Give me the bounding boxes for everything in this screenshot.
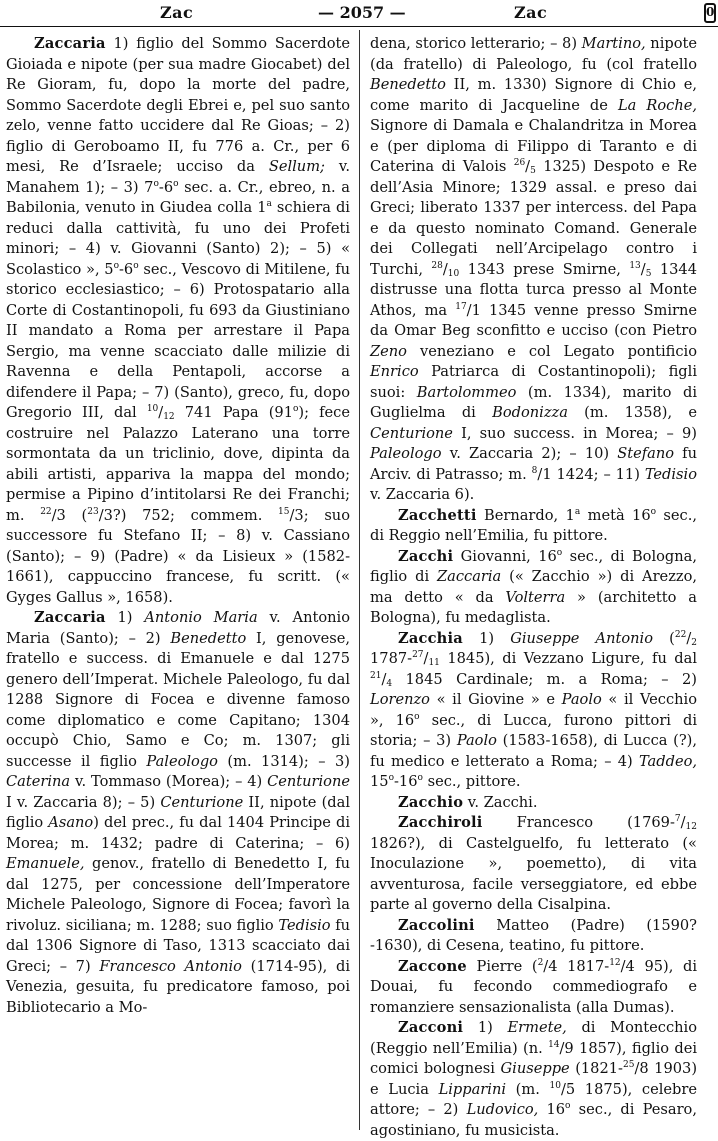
text-run: 1) figlio del Sommo Sacerdote Gioiada e nipote (per sua madre Giocabet) del Re Gioram, fu, dopo la morte del padre, Sommo Sacerdote degli Ebrei e, pel suo santo zelo, venne fatto uccidere dal Re Gioas; – 2) figlio di Geroboamo II, fu 776 a. Cr., per 6 mesi, Re d’Israele; ucciso da: [6, 35, 350, 175]
superscript: o: [173, 178, 179, 189]
text-run: 741 Papa (91: [174, 404, 293, 421]
superscript: o: [417, 773, 423, 783]
entry-zacchia: [370, 629, 697, 793]
italic-text: Lipparini: [438, 1080, 507, 1098]
subscript: 5: [645, 268, 652, 279]
superscript: o: [650, 506, 657, 517]
italic-text: Asano: [48, 814, 94, 831]
right-column: [370, 34, 698, 1139]
text-run: v. Zaccaria 6).: [370, 486, 475, 503]
text-run: (: [653, 629, 675, 647]
text-run: « il Vecchio », 16: [370, 691, 697, 729]
text-run: genov., fratello di Benedetto I, fu dal 1275, per concessione dell’Imperatore Michele Paleologo, Signore di Focea; favorì la rivoluz. siciliana; m. 1288; suo figlio: [6, 855, 350, 934]
italic-text: Benedetto: [170, 629, 247, 647]
text-run: Bernardo, 1: [476, 506, 575, 524]
entry-zacchio: [370, 793, 697, 814]
superscript: o: [414, 711, 420, 722]
text-run: II, m. 1330) Signore di Chio e, come marito di Jacqueline de: [370, 76, 697, 114]
superscript: o: [153, 178, 159, 189]
text-run: (1714-95), di Venezia, gesuita, fu predicatore famoso, poi Bibliotecario a Mo-: [6, 957, 350, 1016]
text-run: 1787-: [370, 650, 413, 667]
entry-zacchetti: [370, 506, 697, 547]
italic-text: Enrico: [370, 363, 419, 380]
text-run: ); fece costruire nel Palazzo Laterano una torre sormontata da un triclinio, dove, dipinta da abili artisti, appariva la mappa del mondo; permise a Pipino d’intitolarsi Re dei Franchi; m.: [6, 404, 350, 524]
headword: Zaccone: [398, 957, 467, 975]
italic-text: La Roche,: [617, 96, 697, 114]
headword: Zaccaria: [34, 609, 106, 626]
italic-text: Zaccaria: [437, 568, 502, 585]
headword: Zaccolini: [398, 916, 475, 934]
text-run: 1845 Cardinale; m. a Roma; – 2): [392, 670, 697, 688]
text-run: (m. 1358), e: [567, 404, 697, 421]
text-run: I, suo success. in Morea; – 9): [452, 424, 697, 442]
entry-zaccolini: [370, 916, 697, 957]
text-run: Signore di Damala e Chalandritza in Morea e (per diploma di Filippo di Taranto e di Caterina di Valois: [370, 117, 697, 175]
text-run: sec., di Lucca, furono pittori di storia; – 3): [370, 711, 698, 749]
page-header: [0, 0, 718, 27]
text-run: /: [525, 158, 531, 175]
italic-text: Antonio Maria: [144, 609, 258, 626]
text-run: /5 1875), celebre attore; – 2): [370, 1080, 697, 1118]
text-run: /4 1817-: [543, 957, 610, 975]
text-run: /8 1903) e Lucia: [370, 1060, 698, 1098]
text-run: -16: [394, 773, 418, 790]
text-run: /3?) 752; commem.: [98, 506, 279, 524]
text-run: (« Zacchio ») di Arezzo, ma detto « da: [370, 568, 697, 606]
italic-text: Ermete,: [507, 1019, 567, 1036]
entry-zacconi: [370, 1018, 697, 1141]
headword: Zacchio: [398, 793, 464, 811]
text-run: ) del prec., fu dal 1404 Principe di Morea; m. 1432; padre di Caterina; – 6): [6, 814, 350, 852]
italic-text: Lorenzo: [370, 691, 430, 708]
text-run: dena, storico letterario; – 8): [370, 35, 582, 52]
text-run: (m. 1314); – 3): [217, 752, 350, 770]
superscript: 28: [431, 260, 443, 271]
subscript: 2: [691, 637, 697, 648]
italic-text: Volterra: [505, 588, 566, 606]
text-run: II, nipote (dal figlio: [6, 793, 351, 831]
text-run: 1): [462, 629, 511, 647]
superscript: 8: [531, 465, 538, 476]
text-run: 1826?), di Castelguelfo, fu letterato (« Inoculazione », poemetto), di vita avventurosa, facile verseggiatore, ed ebbe parte al governo della Cisalpina.: [370, 834, 697, 913]
subscript: 10: [447, 268, 460, 279]
italic-text: Giuseppe Antonio: [510, 629, 653, 647]
superscript: o: [113, 260, 119, 271]
text-run: (m.: [506, 1080, 550, 1098]
superscript: 2: [537, 957, 544, 968]
subscript: 4: [386, 678, 393, 689]
italic-text: Paleologo: [146, 752, 218, 770]
superscript: a: [574, 506, 581, 517]
header-left-guideword: Zac: [160, 3, 194, 22]
page-number: — 2057 —: [318, 3, 406, 22]
text-run: fu dal 1306 Signore di Taso, 1313 scacciato dai Greci; – 7): [6, 916, 351, 975]
text-run: veneziano e col Legato pontificio: [406, 342, 697, 360]
headword: Zacchiroli: [398, 814, 483, 831]
headword: Zacchia: [398, 629, 463, 647]
superscript: 25: [622, 1060, 635, 1070]
text-run: 1343 prese Smirne,: [459, 260, 630, 278]
text-run: /: [442, 260, 448, 278]
entry-zaccaria-2: [6, 608, 350, 1018]
italic-text: Tedisio: [278, 916, 331, 934]
italic-text: Caterina: [6, 773, 71, 790]
italic-text: Zeno: [370, 342, 407, 360]
superscript: 7: [674, 814, 681, 824]
text-run: /: [686, 629, 692, 647]
text-run: « il Giovine » e: [429, 691, 562, 708]
italic-text: Centurione: [160, 793, 244, 811]
text-run: sec., di Bologna, figlio di: [370, 547, 697, 585]
italic-text: Emanuele,: [6, 855, 85, 872]
headword: Zacconi: [398, 1019, 464, 1036]
text-run: -6: [158, 178, 174, 196]
headword: Zaccaria: [34, 35, 106, 52]
superscript: 17: [455, 301, 467, 312]
headword: Zacchi: [398, 547, 454, 565]
entry-zacchi: [370, 547, 697, 629]
superscript: 21: [370, 670, 382, 681]
italic-text: Paleologo: [370, 445, 442, 462]
text-run: /9 1857), figlio dei comici bolognesi: [370, 1039, 697, 1077]
text-run: schiera di reduci dalla cattività, fu uno dei Profeti minori; – 4) v. Giovanni (Santo) 2); – 5) « Scolastico », 5: [6, 199, 350, 278]
subscript: 12: [163, 412, 175, 422]
superscript: 12: [609, 957, 621, 968]
text-run: 1344 distrusse una flotta turca presso al Monte Athos, ma: [370, 260, 698, 319]
italic-text: Paolo: [561, 691, 602, 708]
italic-text: Benedetto: [370, 76, 446, 93]
text-run: v. Antonio Maria (Santo); – 2): [6, 609, 350, 647]
text-run: v. Tommaso (Morea); – 4): [70, 773, 268, 790]
subscript: 5: [530, 166, 536, 176]
text-run: Matteo (Padre) (1590?-1630), di Cesena, teatino, fu pittore.: [370, 916, 697, 954]
superscript: 26: [513, 158, 526, 168]
text-run: v. Manahem 1); – 3) 7: [6, 158, 350, 196]
italic-text: Ludovico,: [466, 1101, 539, 1118]
subscript: 12: [685, 822, 697, 832]
text-run: nipote (da fratello) di Paleologo, fu (col fratello: [370, 35, 697, 73]
italic-text: Bartolommeo: [416, 383, 517, 401]
text-run: 16: [538, 1101, 566, 1118]
text-run: -6: [119, 260, 134, 278]
text-run: /: [381, 670, 387, 688]
text-run: /: [423, 650, 429, 667]
superscript: 27: [412, 650, 424, 660]
superscript: 13: [629, 260, 641, 271]
text-run: I, genovese, fratello e success. di Emanuele e dal 1275 genero dell’Imperat. Michele Paleologo, fu dal 1288 Signore di Focea e divenne famoso come diplomatico e come Capitano; 1304 occupò Chio, Samo e Co; m. 1307; gli successe il figlio: [6, 629, 351, 770]
italic-text: Paolo: [456, 732, 497, 749]
text-run: 1): [105, 609, 145, 626]
text-run: Giovanni, 16: [453, 547, 557, 565]
italic-text: Francesco Antonio: [99, 957, 242, 975]
superscript: 15: [278, 506, 290, 517]
italic-text: Taddeo,: [638, 752, 697, 770]
entry-zaccone: [370, 957, 697, 1019]
superscript: 23: [87, 506, 99, 517]
column-divider: [359, 30, 360, 1130]
text-run: I v. Zaccaria 8); – 5): [6, 793, 161, 811]
italic-text: Bodonizza: [492, 404, 568, 421]
superscript: 10: [146, 404, 159, 414]
text-run: /: [640, 260, 646, 278]
text-run: 1845), di Vezzano Ligure, fu dal: [439, 650, 697, 667]
text-run: sec., pittore.: [422, 773, 521, 790]
text-run: » (architetto a Bologna), fu medaglista.: [370, 588, 697, 626]
text-run: Pierre (: [466, 957, 538, 975]
text-run: 15: [370, 773, 389, 790]
italic-text: Martino,: [581, 35, 646, 52]
entry-zacchiroli: [370, 813, 697, 916]
superscript: o: [133, 260, 139, 271]
text-run: sec. a. Cr., ebreo, n. a Babilonia, venuto in Giudea colla 1: [6, 178, 350, 216]
text-run: Patriarca di Costantinopoli); figli suoi:: [370, 363, 697, 401]
text-run: (1583-1658), di Lucca (?), fu medico e letterato a Roma; – 4): [370, 732, 697, 770]
superscript: 22: [40, 506, 52, 517]
text-run: fu Arciv. di Patrasso; m.: [370, 445, 697, 483]
superscript: o: [556, 547, 563, 558]
italic-text: Stefano: [617, 445, 675, 462]
text-run: v. Zacchi.: [463, 793, 538, 811]
text-run: /1 1424; – 11): [537, 465, 645, 483]
text-run: (1821-: [569, 1060, 623, 1077]
superscript: 14: [548, 1039, 560, 1050]
text-run: sec., di Pesaro, agostiniano, fu musicista.: [370, 1101, 697, 1139]
text-run: metà 16: [580, 506, 651, 524]
text-run: /4 95), di Douai, fu fecondo commediografo e romanziere sensazionalista (alla Dumas).: [370, 957, 697, 1016]
superscript: 10: [549, 1080, 561, 1091]
text-run: /3; suo successore fu Stefano II; – 8) v. Cassiano (Santo); – 9) (Padre) « da Lisieux » (1582-1661), cappuccino francese, fu scritt. (« Gyges Gallus », 1658).: [6, 506, 350, 606]
superscript: o: [565, 1101, 571, 1111]
left-column: [6, 34, 350, 1129]
text-run: di Montecchio (Reggio nell’Emilia) (n.: [370, 1019, 697, 1057]
superscript: a: [266, 199, 272, 209]
text-run: /: [680, 814, 686, 831]
italic-text: Centurione: [370, 424, 453, 442]
header-right-guideword: Zac: [514, 3, 548, 22]
subscript: 11: [428, 658, 440, 668]
text-run: (m. 1334), marito di Guglielma di: [370, 383, 697, 421]
text-run: Francesco (1769-: [482, 814, 675, 831]
entry-zaccaria-2-continued: [370, 34, 697, 506]
italic-text: Tedisio: [644, 465, 698, 483]
superscript: o: [388, 773, 394, 783]
superscript: 22: [674, 629, 687, 640]
text-run: sec., Vescovo di Mitilene, fu storico ecclesiastico; – 6) Protospatario alla Corte di Costantinopoli, fu 693 da Giustiniano II mandato a Roma per arrestare il Papa Sergio, ma venne scacciato dalle milizie di Ravenna e della Pentapoli, accorse a difendere il Papa; – 7) (Santo), greco, fu, dopo Gregorio III, dal: [6, 260, 350, 421]
italic-text: Centurione: [267, 773, 350, 790]
superscript: o: [293, 404, 299, 414]
thumb-index-tab: 0: [704, 3, 716, 23]
text-run: sec., di Reggio nell’Emilia, fu pittore.: [370, 506, 698, 544]
headword: Zacchetti: [398, 506, 477, 524]
entry-zaccaria-1: [6, 34, 350, 608]
text-run: /1 1345 venne presso Smirne da Omar Beg sconfitto e ucciso (con Pietro: [370, 301, 697, 339]
text-run: v. Zaccaria 2); – 10): [441, 445, 618, 462]
text-run: /: [158, 404, 164, 421]
italic-text: Sellum;: [268, 158, 325, 175]
text-run: 1325) Despoto e Re dell’Asia Minore; 1329 assal. e preso dai Greci; liberato 1337 per intercess. del Papa e da questo nominato Comand. Generale dei Collegati nell’Arcipelago contro i Turchi,: [370, 158, 697, 278]
text-run: /3 (: [51, 506, 88, 524]
text-run: 1): [463, 1019, 508, 1036]
italic-text: Giuseppe: [500, 1060, 570, 1077]
